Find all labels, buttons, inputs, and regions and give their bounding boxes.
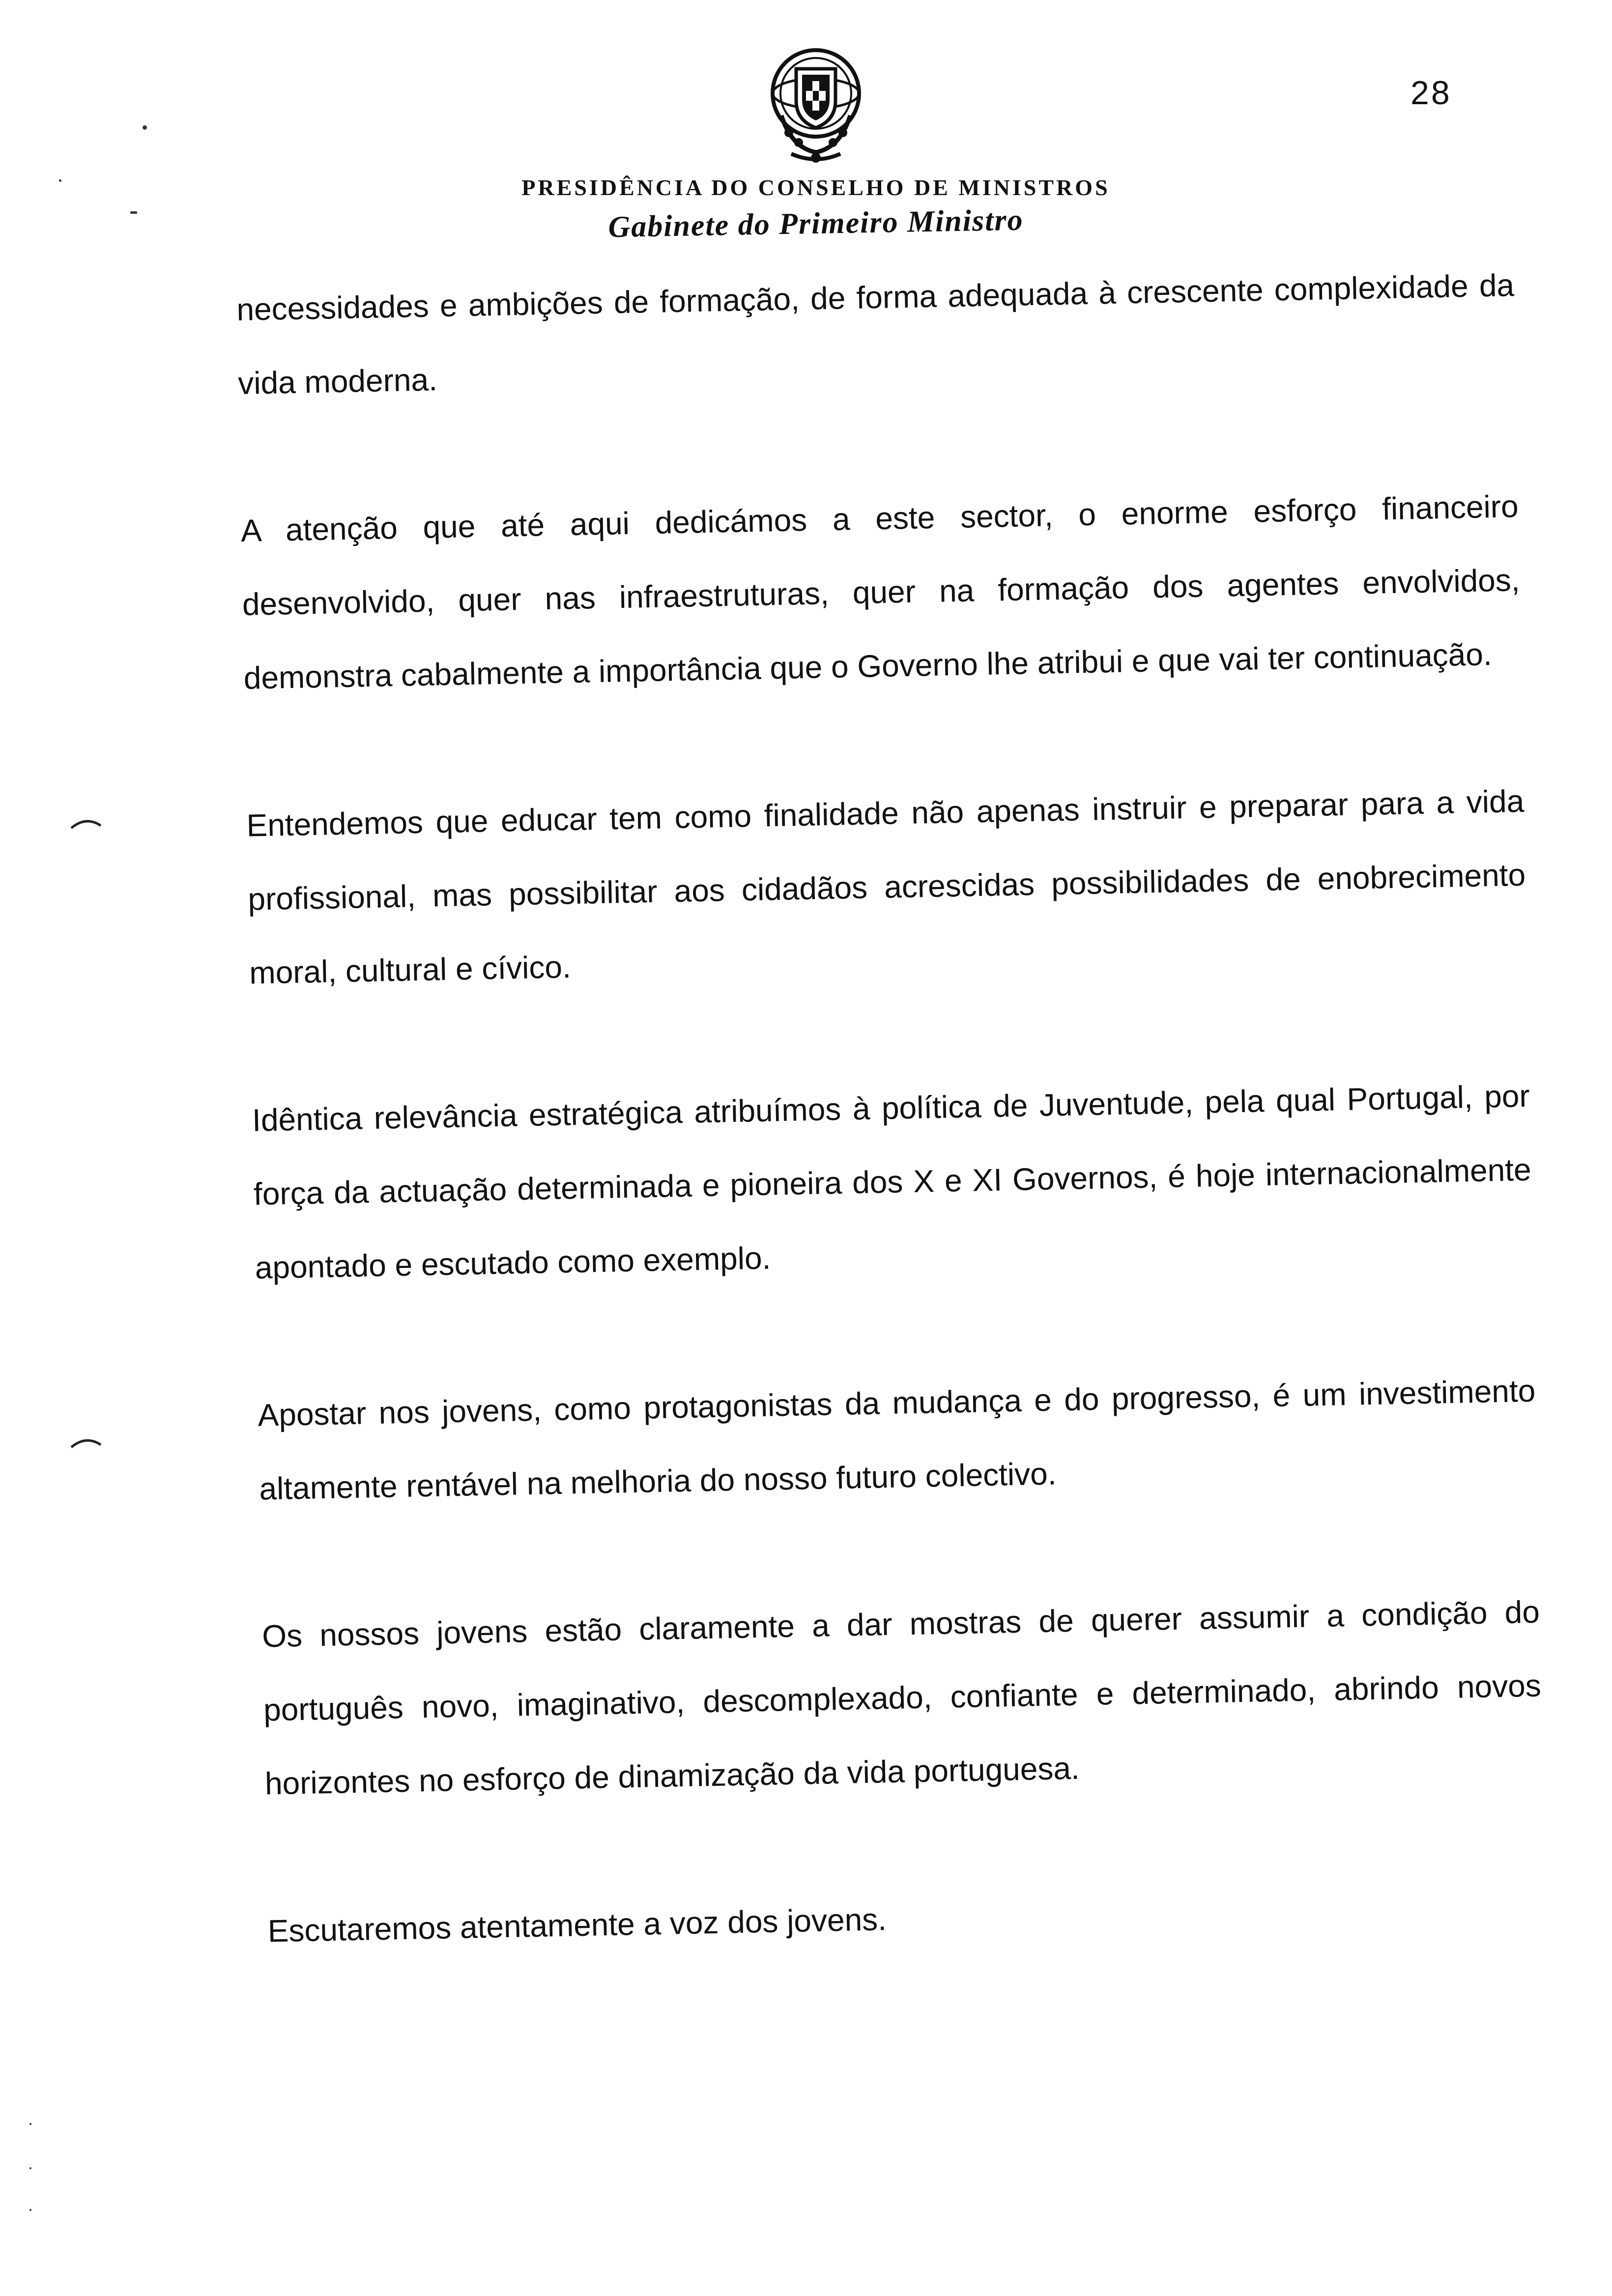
paragraph-4: Idêntica relevância estratégica atribuímos à política de Juventude, pela qual Portugal, por força da actuação determinada e pioneira dos X e XI Governos, é hoje internacionalmente apontado e escutado como exemplo. [252,1078,1532,1286]
scan-speck [143,125,147,130]
paragraph-2: A atenção que até aqui dedicámos a este sector, o enorme esforço financeiro desenvolvido, quer nas infraestruturas, quer na formação dos agentes envolvidos, demonstra cabalmente a importância que o Governo lhe atribui e que vai ter continuação. [240,488,1521,696]
page-number: 28 [1410,74,1452,112]
scan-speck [29,2123,31,2125]
scan-speck [130,211,137,214]
organization-heading: PRESIDÊNCIA DO CONSELHO DE MINISTROS [521,175,1110,200]
scan-speck [59,179,61,182]
margin-arc-mark [69,816,103,831]
document-body [236,248,1546,1968]
margin-arc-mark [69,1435,103,1450]
paragraph-6: Os nossos jovens estão claramente a dar mostras de querer assumir a condição do português novo, imaginativo, descomplexado, confiante e determinado, abrindo novos horizontes no esforço de dinamização da vida portuguesa. [261,1594,1542,1802]
scan-speck [29,2209,31,2211]
paragraph-7: Escutaremos atentamente a voz dos jovens. [267,1901,887,1949]
paragraph-5: Apostar nos jovens, como protagonistas da mudança e do progresso, é um investimento altamente rentável na melhoria do nosso futuro colectivo. [257,1373,1536,1507]
paragraph-1: necessidades e ambições de formação, de forma adequada à crescente complexidade da vida moderna. [236,267,1515,401]
office-subheading: Gabinete do Primeiro Ministro [607,203,1024,244]
coat-of-arms-icon [762,42,870,165]
paragraph-3: Entendemos que educar tem como finalidade não apenas instruir e preparar para a vida profissional, mas possibilitar aos cidadãos acrescidas possibilidades de enobrecimento moral, cultural e cívico. [246,783,1526,991]
scan-speck [29,2167,31,2169]
